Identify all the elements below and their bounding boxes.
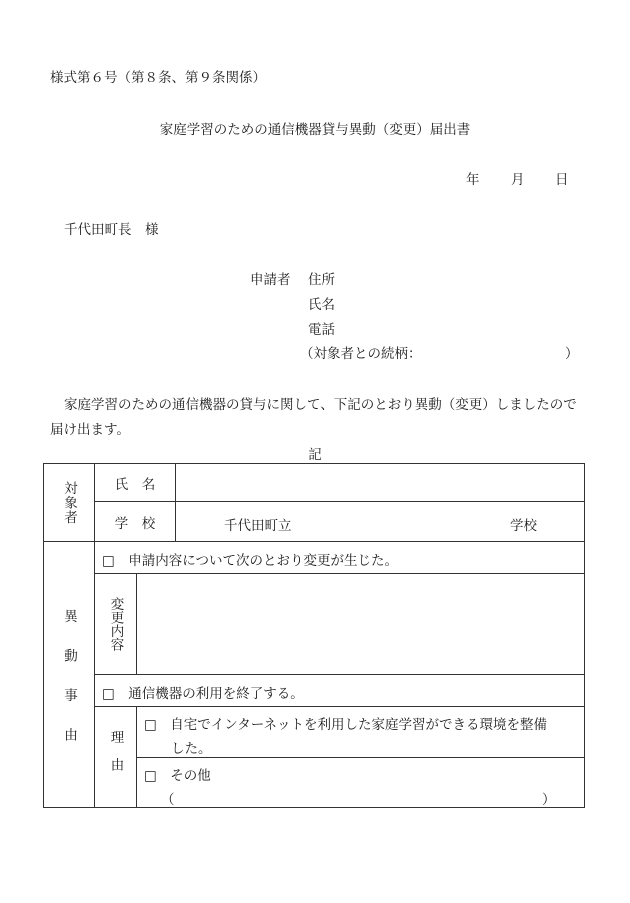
applicant-name-label: 氏名	[308, 297, 335, 313]
body-text: 家庭学習のための通信機器の貸与に関して、下記のとおり異動（変更）しましたので届け出ます。	[50, 397, 577, 438]
date-day-label: 日	[555, 172, 569, 188]
date-year-label: 年	[466, 172, 480, 188]
name-input-cell[interactable]	[176, 464, 585, 501]
table-divider	[94, 674, 585, 675]
name-label: 氏 名	[114, 476, 156, 493]
name-label-cell	[95, 464, 175, 501]
school-prefix: 千代田町立	[224, 518, 292, 534]
subject-header: 対象者	[61, 480, 77, 525]
change-content-input[interactable]	[137, 574, 585, 674]
reason-internet-line2: した。	[171, 741, 212, 757]
subject-header-cell	[44, 464, 94, 541]
change-reason-header-cell	[44, 542, 94, 808]
table-divider	[136, 757, 585, 758]
applicant-relation-close: ）	[565, 346, 579, 362]
table-divider	[94, 706, 585, 707]
change-reason-header: 異動事由	[61, 609, 77, 767]
reason-label: 理由	[107, 730, 124, 785]
reason-other-input[interactable]	[179, 784, 539, 806]
reason-label-cell	[95, 707, 136, 808]
form-table	[43, 463, 585, 808]
date-month-label: 月	[511, 172, 525, 188]
reason-other-paren-close: ）	[542, 792, 556, 808]
table-divider	[44, 541, 585, 542]
change-content-label-cell	[95, 574, 136, 674]
applicant-address-label: 住所	[308, 272, 335, 288]
applicant-relation-label: （対象者との続柄：	[300, 346, 422, 362]
reason-other-paren-open: （	[161, 792, 175, 808]
form-number: 様式第６号（第８条、第９条関係）	[50, 70, 266, 86]
applicant-label: 申請者	[250, 272, 291, 288]
addressee: 千代田町長 様	[64, 222, 159, 238]
option-change-checkbox[interactable]: □ 申請内容について次のとおり変更が生じた。	[102, 553, 398, 569]
option-end-checkbox[interactable]: □ 通信機器の利用を終了する。	[102, 686, 304, 702]
school-label-cell	[95, 502, 175, 541]
reason-other-checkbox[interactable]: □ その他	[144, 768, 211, 784]
applicant-phone-label: 電話	[308, 322, 335, 338]
ki-heading: 記	[308, 447, 322, 463]
change-content-label: 変更内容	[107, 597, 124, 651]
school-label: 学 校	[114, 515, 156, 532]
school-suffix: 学校	[510, 518, 537, 534]
reason-internet-checkbox[interactable]: □ 自宅でインターネットを利用した家庭学習ができる環境を整備	[144, 717, 548, 733]
document-title: 家庭学習のための通信機器貸与異動（変更）届出書	[159, 122, 471, 138]
table-divider	[136, 706, 137, 808]
